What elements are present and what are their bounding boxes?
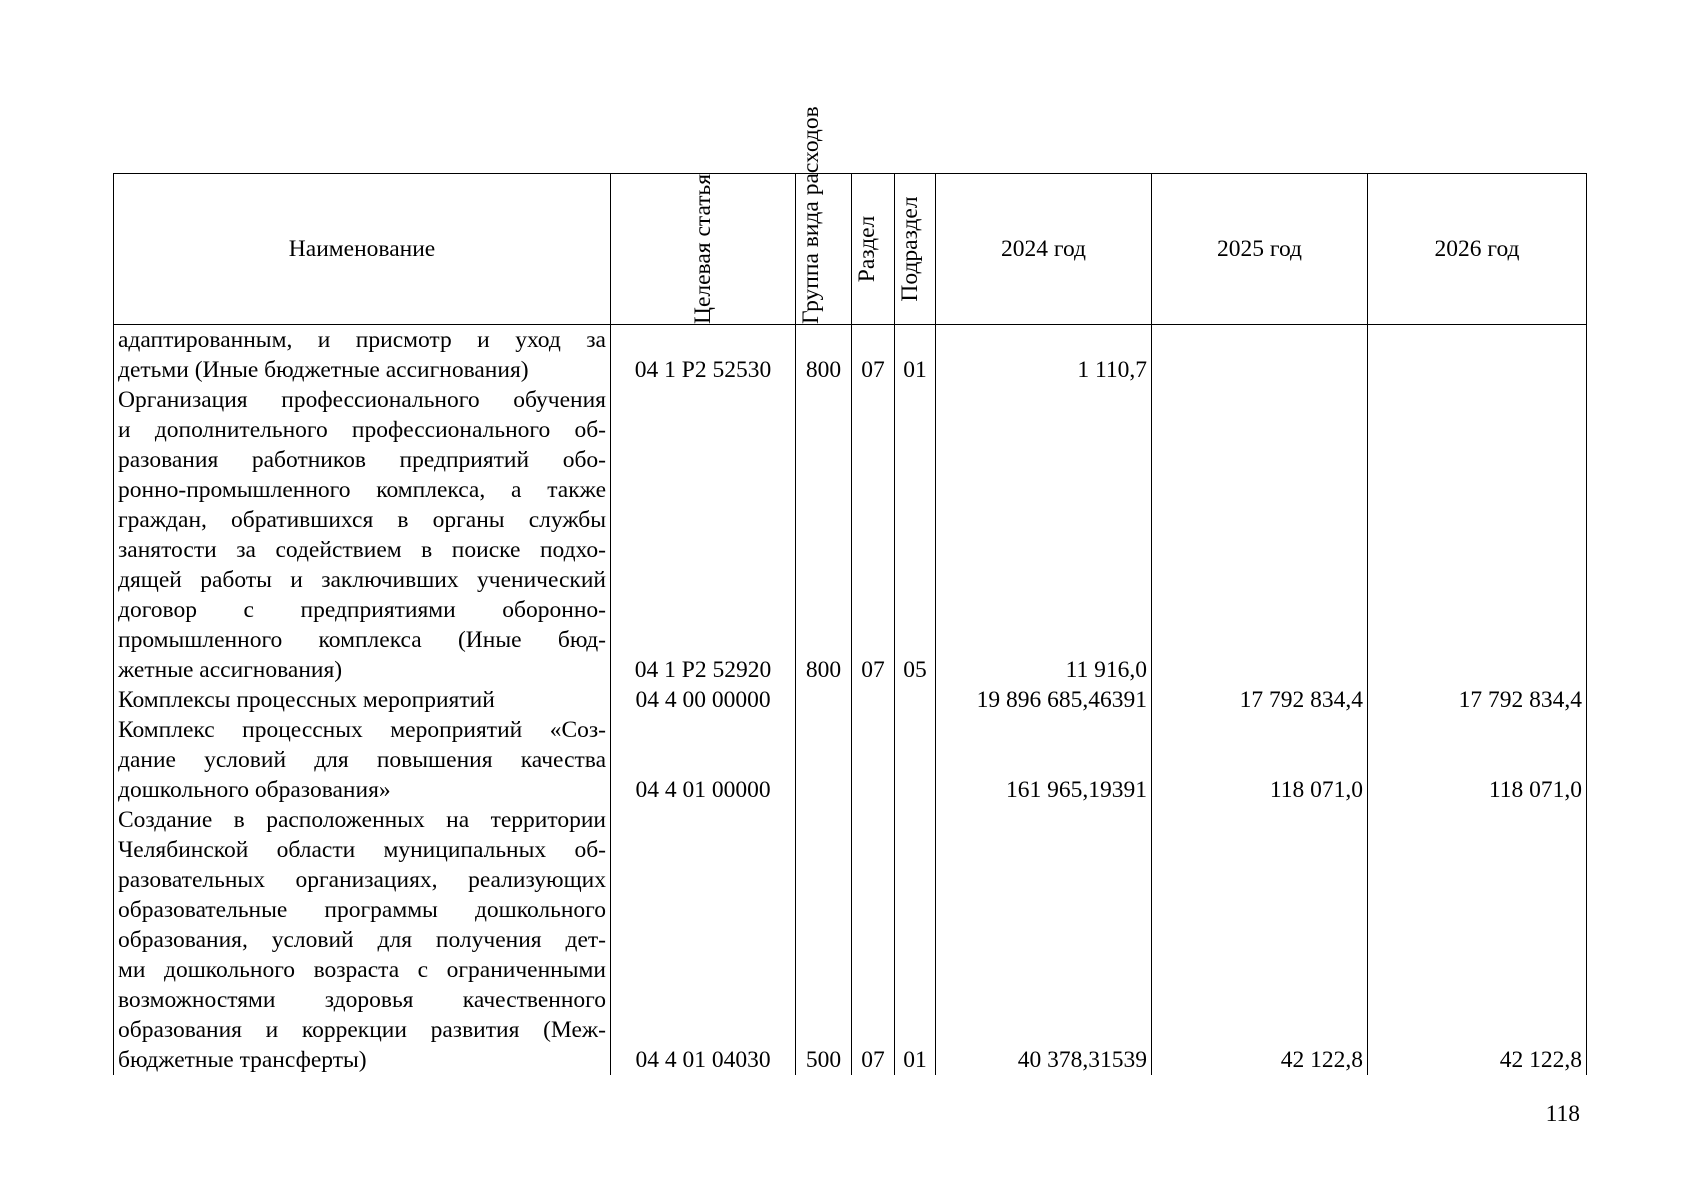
row-target-article: 04 4 00 00000 xyxy=(611,685,796,715)
row-amount-2026 xyxy=(1368,385,1587,685)
row-name xyxy=(114,805,611,1075)
row-name-line: дание условий для повышения качества xyxy=(118,747,606,773)
header-subsection: Подраздел xyxy=(895,174,936,325)
row-target-article: 04 1 Р2 52530 xyxy=(611,325,796,386)
row-name-line: дошкольного образования» xyxy=(118,777,391,803)
row-name xyxy=(114,325,611,386)
row-target-article: 04 1 Р2 52920 xyxy=(611,385,796,685)
row-name-line: Челябинской области муниципальных об- xyxy=(118,837,606,863)
row-name-line: Комплекс процессных мероприятий «Соз- xyxy=(118,717,606,743)
row-name-line: адаптированным, и присмотр и уход за xyxy=(118,327,606,353)
row-name-line: детьми (Иные бюджетные ассигнования) xyxy=(118,357,529,383)
row-name-line: образования, условий для получения дет- xyxy=(118,927,606,953)
row-name-line: бюджетные трансферты) xyxy=(118,1047,367,1073)
table-row xyxy=(114,685,1587,715)
row-amount-2024: 11 916,0 xyxy=(936,385,1152,685)
row-name xyxy=(114,685,611,715)
table-row xyxy=(114,805,1587,1075)
table-body xyxy=(114,325,1587,1076)
row-section: 07 xyxy=(852,805,895,1075)
row-amount-2025: 42 122,8 xyxy=(1152,805,1368,1075)
row-section: 07 xyxy=(852,325,895,386)
row-name-line: Организация профессионального обучения xyxy=(118,387,606,413)
header-2025: 2025 год xyxy=(1152,174,1368,325)
row-section xyxy=(852,685,895,715)
row-amount-2024: 161 965,19391 xyxy=(936,715,1152,805)
row-expense-group xyxy=(796,685,852,715)
table-header-row xyxy=(114,174,1587,325)
row-amount-2026: 42 122,8 xyxy=(1368,805,1587,1075)
row-subsection: 01 xyxy=(895,325,936,386)
row-target-article: 04 4 01 04030 xyxy=(611,805,796,1075)
row-name-line: ми дошкольного возраста с ограниченными xyxy=(118,957,606,983)
row-subsection: 05 xyxy=(895,385,936,685)
header-expense-group: Группа вида расходов xyxy=(796,174,852,325)
row-name-line: ронно-промышленного комплекса, а также xyxy=(118,477,606,503)
row-amount-2026 xyxy=(1368,325,1587,386)
row-name-line: и дополнительного профессионального об- xyxy=(118,417,606,443)
row-name xyxy=(114,715,611,805)
row-name-line: разовательных организациях, реализующих xyxy=(118,867,606,893)
row-section xyxy=(852,715,895,805)
header-name: Наименование xyxy=(114,174,611,325)
header-2026: 2026 год xyxy=(1368,174,1587,325)
table-row xyxy=(114,715,1587,805)
row-amount-2024: 19 896 685,46391 xyxy=(936,685,1152,715)
row-name-line: образовательные программы дошкольного xyxy=(118,897,606,923)
budget-table xyxy=(113,106,1587,1075)
header-2024: 2024 год xyxy=(936,174,1152,325)
row-name-line: разования работников предприятий обо- xyxy=(118,447,606,473)
table-row xyxy=(114,385,1587,685)
row-amount-2025 xyxy=(1152,325,1368,386)
header-target-article: Целевая статья xyxy=(611,174,796,325)
row-name-line: Создание в расположенных на территории xyxy=(118,807,606,833)
row-target-article: 04 4 01 00000 xyxy=(611,715,796,805)
row-subsection xyxy=(895,685,936,715)
row-amount-2025 xyxy=(1152,385,1368,685)
row-expense-group: 800 xyxy=(796,325,852,386)
row-amount-2024: 1 110,7 xyxy=(936,325,1152,386)
row-amount-2025: 17 792 834,4 xyxy=(1152,685,1368,715)
page-number: 118 xyxy=(1545,1101,1580,1127)
row-name-line: договор с предприятиями оборонно- xyxy=(118,597,606,623)
row-amount-2026: 17 792 834,4 xyxy=(1368,685,1587,715)
row-name xyxy=(114,385,611,685)
row-name-line: Комплексы процессных мероприятий xyxy=(118,687,495,713)
row-name-line: граждан, обратившихся в органы службы xyxy=(118,507,606,533)
row-subsection: 01 xyxy=(895,805,936,1075)
row-expense-group: 800 xyxy=(796,385,852,685)
table-row xyxy=(114,325,1587,386)
row-amount-2026: 118 071,0 xyxy=(1368,715,1587,805)
row-name-line: занятости за содействием в поиске подхо- xyxy=(118,537,606,563)
row-name-line: жетные ассигнования) xyxy=(118,657,343,683)
row-subsection xyxy=(895,715,936,805)
row-section: 07 xyxy=(852,385,895,685)
row-name-line: образования и коррекции развития (Меж- xyxy=(118,1017,606,1043)
row-name-line: дящей работы и заключивших ученический xyxy=(118,567,606,593)
row-amount-2025: 118 071,0 xyxy=(1152,715,1368,805)
row-name-line: промышленного комплекса (Иные бюд- xyxy=(118,627,606,653)
row-name-line: возможностями здоровья качественного xyxy=(118,987,606,1013)
row-expense-group: 500 xyxy=(796,805,852,1075)
row-expense-group xyxy=(796,715,852,805)
header-section: Раздел xyxy=(852,174,895,325)
row-amount-2024: 40 378,31539 xyxy=(936,805,1152,1075)
